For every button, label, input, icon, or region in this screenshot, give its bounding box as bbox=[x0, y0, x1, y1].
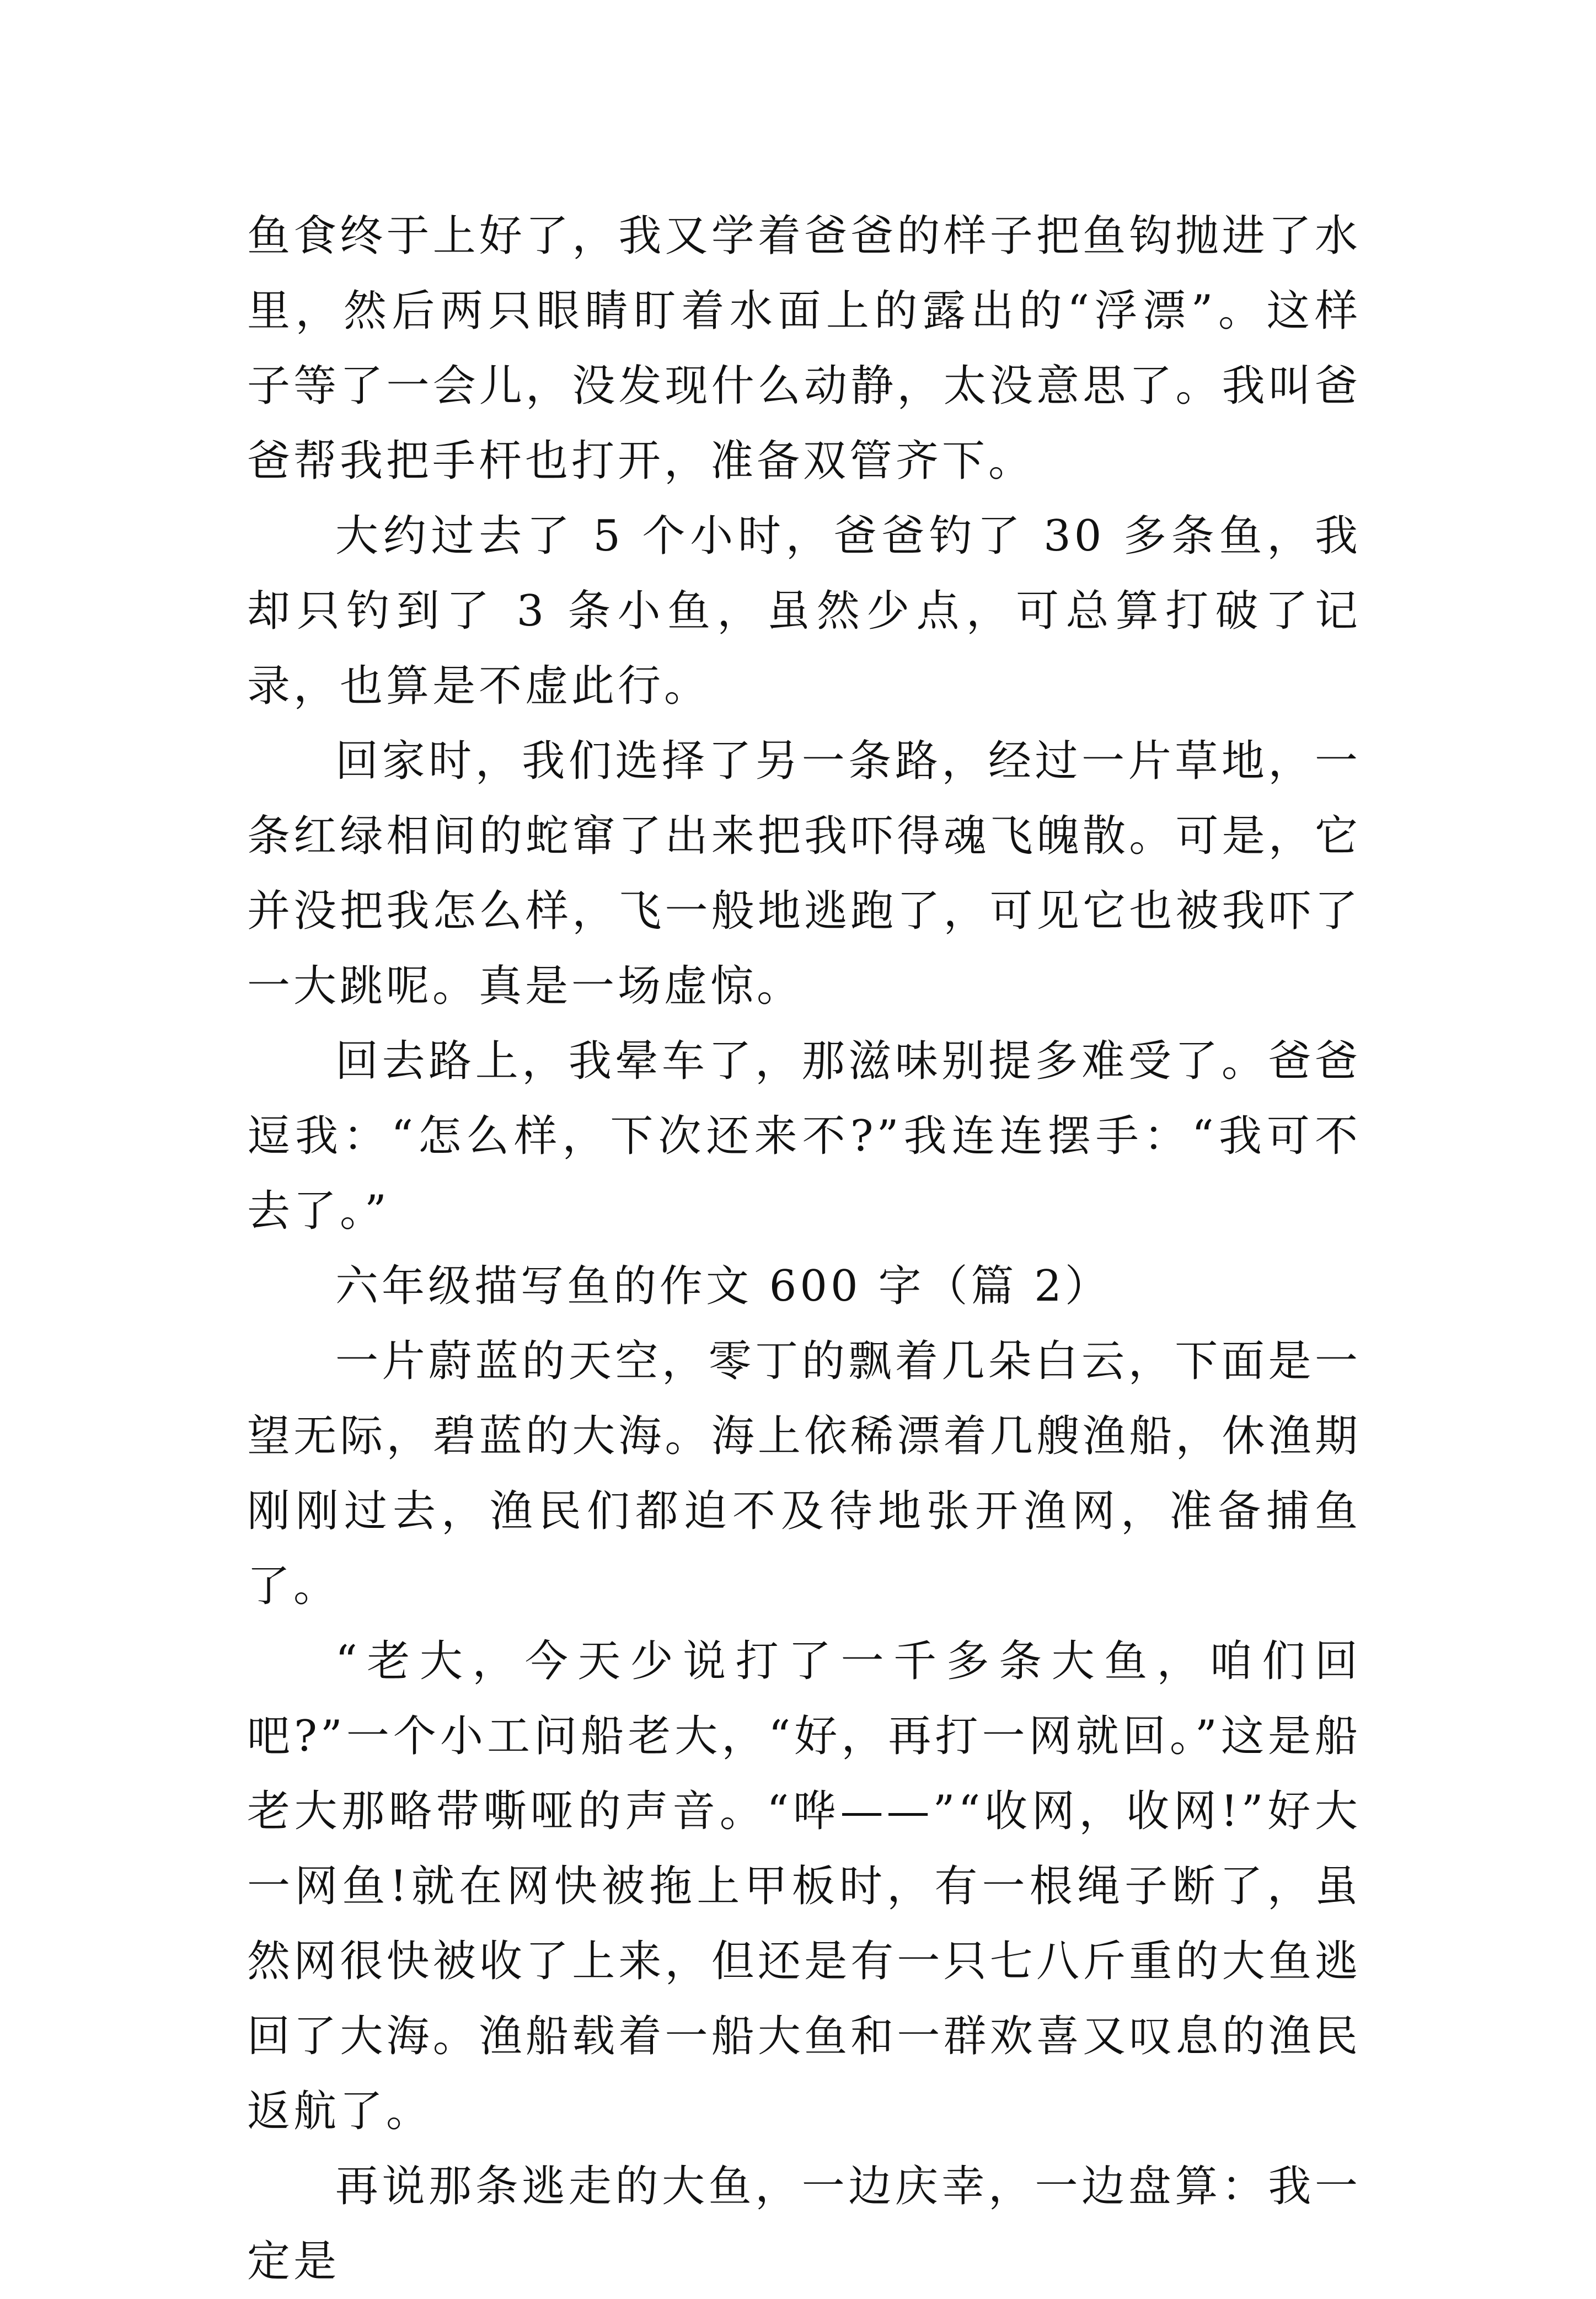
paragraph-2: 大约过去了 5 个小时，爸爸钓了 30 多条鱼，我却只钓到了 3 条小鱼，虽然少点，可总算打破了记录，也算是不虚此行。 bbox=[247, 511, 1361, 711]
paragraph-7: 再说那条逃走的大鱼，一边庆幸，一边盘算：我一定是 bbox=[247, 2162, 1361, 2286]
document-body bbox=[247, 199, 1361, 2299]
paragraph-1: 鱼食终于上好了，我又学着爸爸的样子把鱼钩抛进了水里，然后两只眼睛盯着水面上的露出的“浮漂”。这样子等了一会儿，没发现什么动静，太没意思了。我叫爸爸帮我把手杆也打开，准备双管齐下。 bbox=[247, 211, 1361, 486]
paragraph-3: 回家时，我们选择了另一条路，经过一片草地，一条红绿相间的蛇窜了出来把我吓得魂飞魄散。可是，它并没把我怎么样，飞一般地逃跑了，可见它也被我吓了一大跳呢。真是一场虚惊。 bbox=[247, 736, 1361, 1011]
paragraph-5: 一片蔚蓝的天空，零丁的飘着几朵白云，下面是一望无际，碧蓝的大海。海上依稀漂着几艘渔船，休渔期刚刚过去，渔民们都迫不及待地张开渔网，准备捕鱼了。 bbox=[247, 1336, 1361, 1611]
paragraph-4: 回去路上，我晕车了，那滋味别提多难受了。爸爸逗我：“怎么样，下次还来不?”我连连摆手：“我可不去了。” bbox=[247, 1036, 1361, 1236]
section-heading: 六年级描写鱼的作文 600 字（篇 2） bbox=[335, 1261, 1111, 1311]
paragraph-6: “老大，今天少说打了一千多条大鱼，咱们回吧?”一个小工问船老大，“好，再打一网就回。”这是船老大那略带嘶哑的声音。“哗——”“收网，收网!”好大一网鱼!就在网快被拖上甲板时，有一根绳子断了，虽然网很快被收了上来，但还是有一只七八斤重的大鱼逃回了大海。渔船载着一船大鱼和一群欢喜又叹息的渔民返航了。 bbox=[247, 1637, 1361, 2136]
